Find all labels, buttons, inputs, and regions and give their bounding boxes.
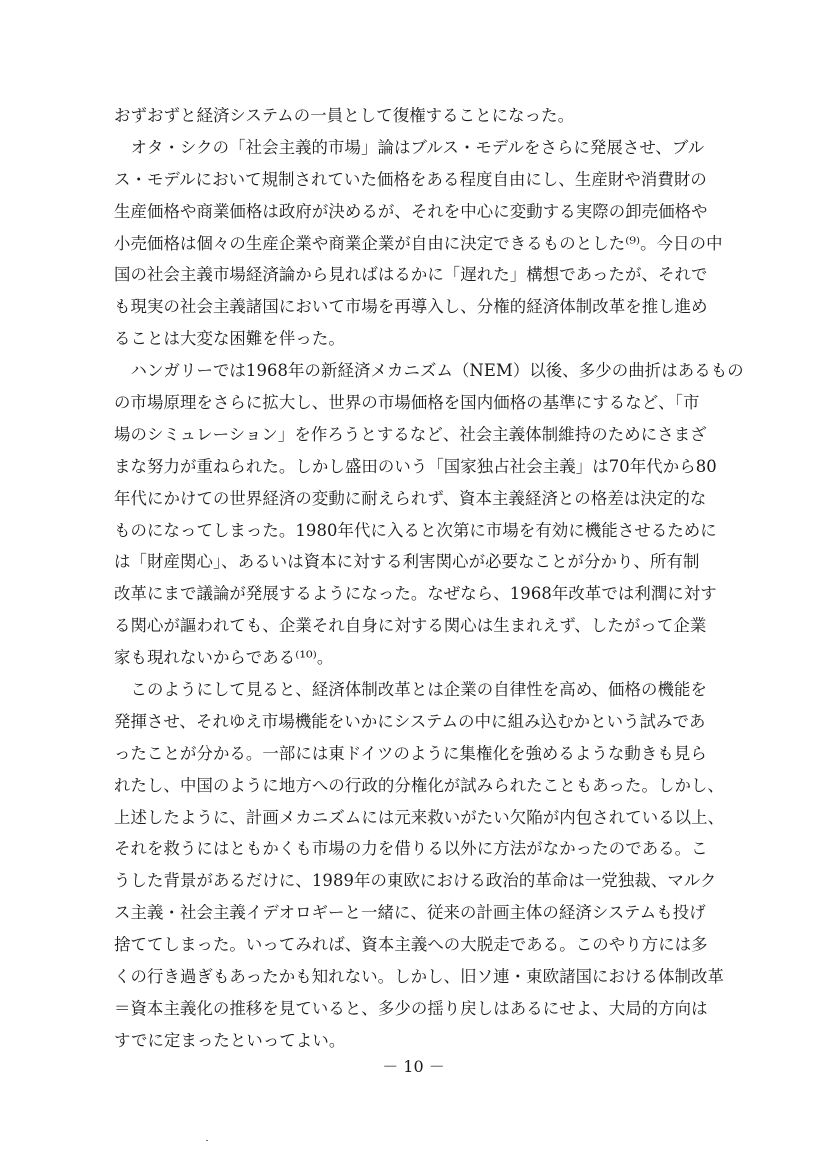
text-line: くの行き過ぎもあったかも知れない。しかし、旧ソ連・東欧諸国における体制改革	[114, 967, 724, 987]
text-line: る関心が謳われても、企業それ自身に対する関心は生まれえず、したがって企業	[114, 616, 707, 636]
text-line: 年代にかけての世界経済の変動に耐えられず、資本主義経済との格差は決定的な	[114, 488, 707, 508]
text-line: オタ・シクの「社会主義的市場」論はブルス・モデルをさらに発展させ、ブル	[114, 137, 705, 157]
text-line: 捨ててしまった。いってみれば、資本主義への大脱走である。このやり方には多	[114, 935, 708, 955]
text-line: ス・モデルにおいて規制されていた価格をある程度自由にし、生産財や消費財の	[114, 169, 707, 189]
text-line: は「財産関心」、あるいは資本に対する利害関心が必要なことが分かり、所有制	[114, 552, 700, 572]
text-line: 発揮させ、それゆえ市場機能をいかにシステムの中に組み込むかという試みであ	[114, 711, 706, 731]
text-line: まな努力が重ねられた。しかし盛田のいう「国家独占社会主義」は70年代から80	[114, 456, 717, 476]
text-line: 小売価格は個々の生産企業や商業企業が自由に決定できるものとした⁽⁹⁾。今日の中	[114, 233, 723, 253]
text-line: 生産価格や商業価格は政府が決めるが、それを中心に変動する実際の卸売価格や	[114, 201, 708, 221]
page-number: － 10 －	[382, 1057, 445, 1076]
document-body	[114, 100, 754, 1057]
text-line: ＝資本主義化の推移を見ていると、多少の揺り戻しはあるにせよ、大局的方向は	[114, 998, 708, 1018]
text-line: れたし、中国のように地方への行政的分権化が試みられたこともあった。しかし、	[114, 775, 724, 795]
text-line: 家も現れないからである⁽¹⁰⁾。	[114, 648, 334, 668]
text-line: 国の社会主義市場経済論から見ればはるかに「遅れた」構想であったが、それで	[114, 265, 708, 285]
text-line: このようにして見ると、経済体制改革とは企業の自律性を高め、価格の機能を	[114, 680, 708, 700]
text-line: 上述したように、計画メカニズムには元来救いがたい欠陥が内包されている以上、	[114, 807, 725, 827]
text-line: すでに定まったといってよい。	[114, 1030, 346, 1050]
text-line: ることは大変な困難を伴った。	[114, 329, 345, 349]
text-line: 場のシミュレーション」を作ろうとするなど、社会主義体制維持のためにさまざ	[114, 424, 707, 444]
text-line: おずおずと経済システムの一員として復権することになった。	[114, 106, 575, 125]
text-line: うした背景があるだけに、1989年の東欧における政治的革命は一党独裁、マルク	[114, 871, 717, 891]
text-line: の市場原理をさらに拡大し、世界の市場価格を国内価格の基準にするなど、「市	[114, 393, 700, 413]
text-line: それを救うにはともかくも市場の力を借りる以外に方法がなかったのである。こ	[114, 839, 708, 859]
text-line: ス主義・社会主義イデオロギーと一緒に、従来の計画主体の経済システムも投げ	[114, 903, 706, 923]
scan-speck	[206, 1140, 208, 1141]
text-line: も現実の社会主義諸国において市場を再導入し、分権的経済体制改革を推し進め	[114, 297, 708, 317]
text-line: ハンガリーでは1968年の新経済メカニズム（NEM）以後、多少の曲折はあるもの	[114, 361, 744, 381]
text-line: ったことが分かる。一部には東ドイツのように集権化を強めるような動きも見ら	[114, 743, 707, 763]
text-line: 改革にまで議論が発展するようになった。なぜなら、1968年改革では利潤に対す	[114, 584, 717, 604]
text-line: ものになってしまった。1980年代に入ると次第に市場を有効に機能させるために	[114, 520, 717, 540]
